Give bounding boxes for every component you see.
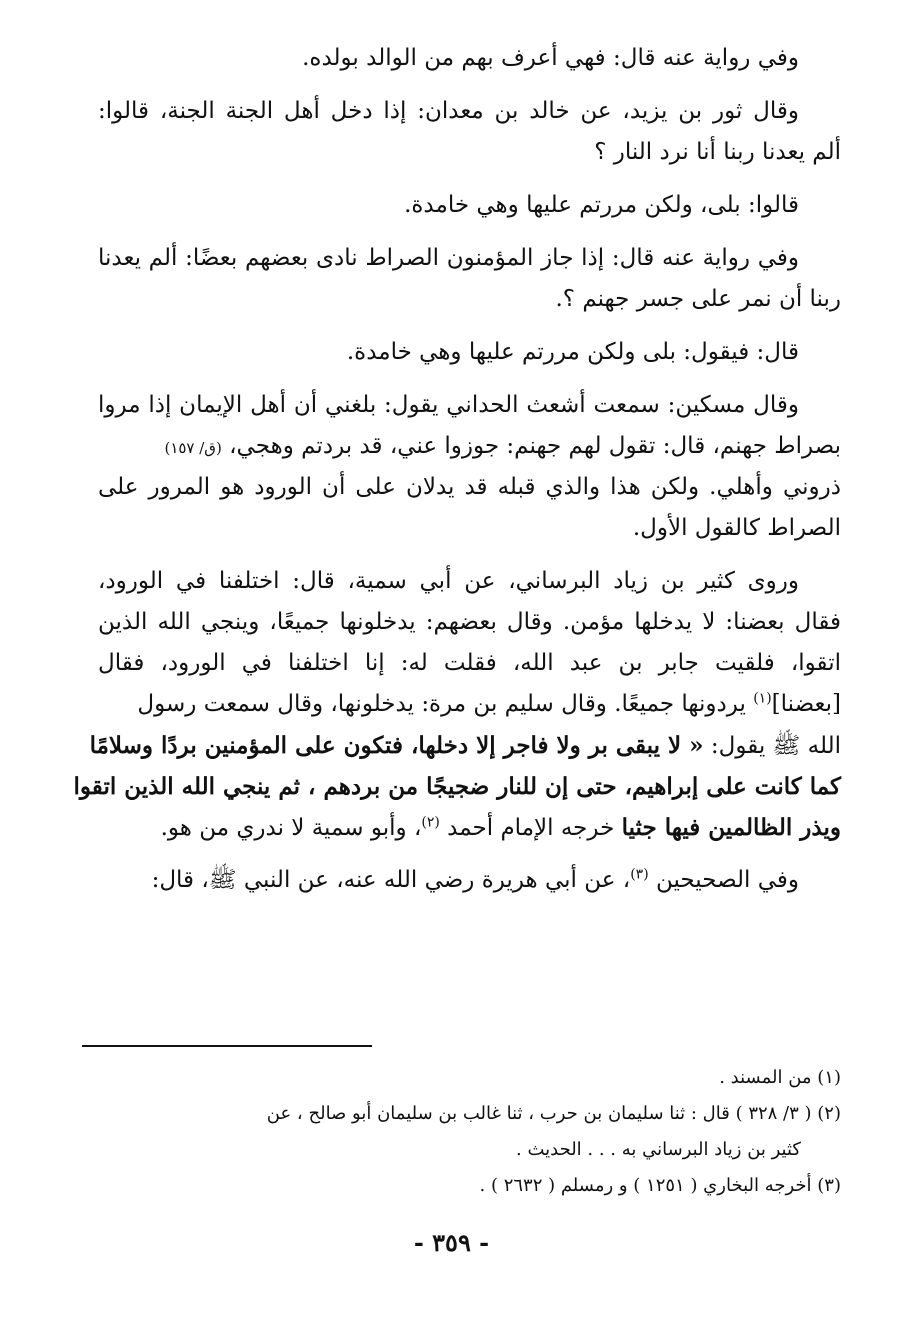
text-line [98,684,841,725]
text-segment: خرجه الإمام أحمد [447,815,615,841]
text-segment: يردونها جميعًا. وقال سليم بن مرة: يدخلونها، وقال سمعت رسول [137,691,746,717]
text-line-with-marker [98,426,841,467]
footnote-2: (٢) ( ٣/ ٣٢٨ ) قال : ثنا سليمان بن حرب ، ثنا غالب بن سليمان أبو صالح ، عن [266,1103,841,1124]
text-line: ربنا أن نمر على جسر جهنم ؟. [555,286,841,312]
paragraph-7 [73,561,841,848]
text-segment: [بعضنا] [771,691,841,717]
text-segment: بصراط جهنم، قال: تقول لهم جهنم: جوزوا عني، قد بردتم وهجي، [229,433,841,459]
paragraph-2 [98,91,841,173]
page-number: - ٣٥٩ - [413,1228,490,1257]
paragraph-6 [98,385,841,549]
paragraph-3 [98,185,841,226]
text-line: ذروني وأهلي. ولكن هذا والذي قبله قد يدلان على أن الورود هو المرور على [98,474,841,500]
text-line: وفي رواية عنه قال: فهي أعرف بهم من الوالد بولده. [302,45,799,71]
text-line: فقال بعضنا: لا يدخلها مؤمن. وقال بعضهم: يدخلونها جميعًا، وينجي الله الذين [98,609,841,635]
footnotes [80,1060,841,1204]
paragraph-8 [98,860,841,901]
footnote-ref: (١) [753,690,772,707]
text-line: قال: فيقول: بلى ولكن مررتم عليها وهي خامدة. [346,339,799,365]
footnote-1: (١) من المسند . [719,1067,841,1088]
text-segment: ، عن أبي هريرة رضي الله عنه، عن النبي ﷺ، قال: [151,867,631,893]
text-line: اتقوا، فلقيت جابر بن عبد الله، فقلت له: إنا اختلفنا في الورود، فقال [98,650,841,676]
text-line: وروى كثير بن زياد البرساني، عن أبي سمية، قال: اختلفنا في الورود، [98,568,799,594]
hadith-text: « لا يبقى بر ولا فاجر إلا دخلها، فتكون على المؤمنين بردًا وسلامًا [89,732,704,759]
text-line [98,807,841,848]
paragraph-5 [98,332,841,373]
text-line: وقال ثور بن يزيد، عن خالد بن معدان: إذا دخل أهل الجنة الجنة، قالوا: [98,98,799,124]
paragraph-1 [98,38,841,79]
hadith-text: كما كانت على إبراهيم، حتى إن للنار ضجيجًا من بردهم ، ثم ينجي الله الذين اتقوا [73,773,841,800]
text-line: ألم يعدنا ربنا أنا نرد النار ؟ [594,139,841,165]
text-segment: وفي الصحيحين [655,867,799,893]
hadith-text: ويذر الظالمين فيها جثيا [621,814,841,841]
paragraph-4 [98,238,841,320]
footnote-separator [82,1045,372,1047]
text-segment: الله ﷺ يقول: [710,733,841,759]
text-line [98,860,841,901]
text-line: الصراط كالقول الأول. [632,515,841,541]
footnote-ref: (٢) [421,814,440,831]
text-line: وقال مسكين: سمعت أشعث الحداني يقول: بلغني أن أهل الإيمان إذا مروا [98,392,799,418]
footnote-ref: (٣) [630,866,649,883]
footnote-2-continuation: كثير بن زياد البرساني به . . . الحديث . [516,1139,801,1160]
text-line: وفي رواية عنه قال: إذا جاز المؤمنون الصراط نادى بعضهم بعضًا: ألم يعدنا [98,245,799,271]
footnote-3: (٣) أخرجه البخاري ( ١٢٥١ ) و رمسلم ( ٢٦٣٢ ) . [479,1175,841,1196]
text-line: قالوا: بلى، ولكن مررتم عليها وهي خامدة. [404,192,799,218]
manuscript-folio-marker: (ق/ ١٥٧) [164,439,222,457]
text-segment: ، وأبو سمية لا ندري من هو. [160,815,422,841]
text-line [89,725,841,766]
